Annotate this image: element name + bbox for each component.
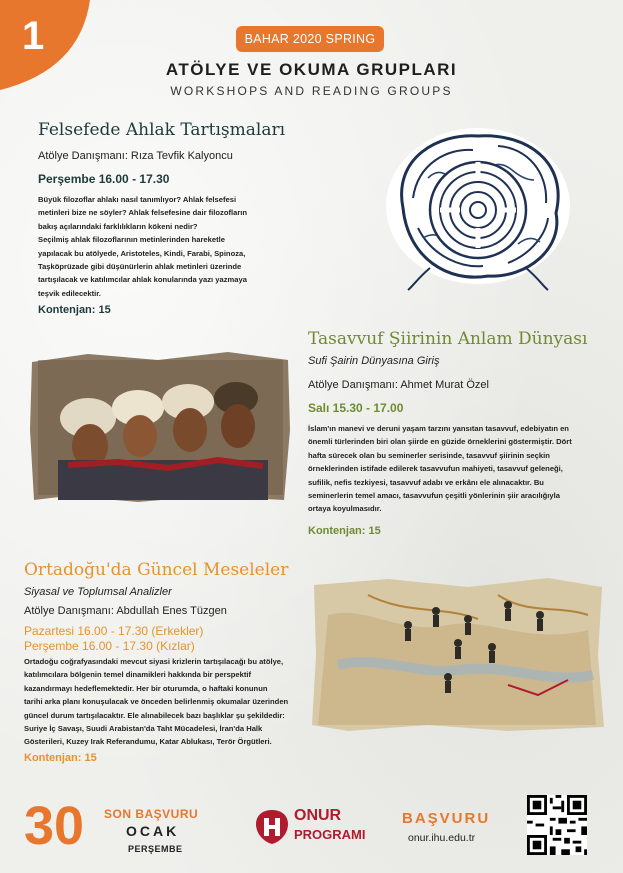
section-1-advisor: Atölye Danışmanı: Rıza Tevfik Kalyoncu xyxy=(38,150,233,162)
section-3-schedule-2: Perşembe 16.00 - 17.30 (Kızlar) xyxy=(24,639,195,653)
section-2-title: Tasavvuf Şiirinin Anlam Dünyası xyxy=(308,329,588,349)
page-title: ATÖLYE VE OKUMA GRUPLARI xyxy=(165,60,458,79)
page-subtitle: WORKSHOPS AND READING GROUPS xyxy=(170,84,453,98)
section-3-body: Ortadoğu coğrafyasındaki mevcut siyasi krizlerin tartışılacağı bu atölye, katılımcılara bölgenin temel dinamikleri hakkında bir perspektif kazandırmayı hedeflemektedir. Her bir oturumda, o haftaki konunun tarihi arka planı konuşulacak ve önceden belirlenmiş okumalar üzerinden güncel durum tartışılacaktır. Ele alınabilecek bazı başlıklar şu şekildedir: Suriye İç Savaşı, Suudi Arabistan'da Taht Mücadelesi, İran'da Halk Gösterileri, Kuzey Irak Referandumu, Katar Ablukası, Terör Örgütleri. xyxy=(24,657,289,747)
section-1-quota: Kontenjan: 15 xyxy=(38,304,111,316)
onur-logo-icon xyxy=(254,806,290,846)
qr-code-icon[interactable] xyxy=(527,795,587,855)
apply-label: BAŞVURU xyxy=(402,810,491,827)
deadline-day: 30 xyxy=(24,796,85,856)
section-1-body: Büyük filozoflar ahlakı nasıl tanımlıyor? Ahlak felsefesi metinleri bize ne söyler? Ahlak felsefesine dair filozofların bakış açılarındaki farklılıkların kökeni nedir? Seçilmiş ahlak filozoflarının metinlerinden hareketle yapılacak bu atölyede, Aristoteles, Kindi, Farabi, Spinoza, Taşköprüzade gibi düşünürlerin ahlak metinleri üzerinde tartışılacak ve katılımcılar ahlak konularında yazı yazmaya teşvik edilecektir. xyxy=(38,195,248,298)
section-3-schedule-1: Pazartesi 16.00 - 17.30 (Erkekler) xyxy=(24,624,204,638)
section-1-title: Felsefede Ahlak Tartışmaları xyxy=(38,120,286,140)
map-soldiers-image xyxy=(308,575,606,735)
onur-logo-title: ONUR xyxy=(294,807,342,824)
dervish-painting-image xyxy=(28,350,293,505)
deadline-label: SON BAŞVURU xyxy=(104,807,199,821)
section-3-advisor: Atölye Danışmanı: Abdullah Enes Tüzgen xyxy=(24,605,227,617)
section-2-advisor: Atölye Danışmanı: Ahmet Murat Özel xyxy=(308,379,489,391)
section-3-subtitle: Siyasal ve Toplumsal Analizler xyxy=(24,586,172,598)
page-number: 1 xyxy=(22,14,45,58)
brain-maze-image xyxy=(378,118,578,298)
apply-url[interactable]: onur.ihu.edu.tr xyxy=(408,832,476,844)
deadline-weekday: PERŞEMBE xyxy=(128,844,183,854)
section-2-subtitle: Sufi Şairin Dünyasına Giriş xyxy=(308,355,440,367)
deadline-month: OCAK xyxy=(126,823,180,839)
season-badge: BAHAR 2020 SPRING xyxy=(236,26,384,52)
section-3-quota: Kontenjan: 15 xyxy=(24,752,97,764)
onur-logo-subtitle: PROGRAMI xyxy=(294,827,366,842)
section-2-body: İslam'ın manevi ve deruni yaşam tarzını yansıtan tasavvuf, edebiyatın en önemli türlerinden biri olan şiirde en güzide örneklerini göstermiştir. Dört hafta sürecek olan bu seminerler serisinde, tasavvuf şiirinin seçkin örneklerinden istifade edilerek tasavvufun mahiyeti, tasavvuf geleneği, sufilik, nefis tezkiyesi, tasavvuf adabı ve erkânı ele alınacaktır. Bu seminerlerin temel amacı, tasavvufun çeşitli yönlerinin şiir aracılığıyla ortaya koyulmasıdır. xyxy=(308,424,572,514)
section-1-schedule: Perşembe 16.00 - 17.30 xyxy=(38,172,170,186)
section-2-quota: Kontenjan: 15 xyxy=(308,525,381,537)
section-2-schedule: Salı 15.30 - 17.00 xyxy=(308,401,404,415)
section-3-title: Ortadoğu'da Güncel Meseleler xyxy=(24,560,289,580)
